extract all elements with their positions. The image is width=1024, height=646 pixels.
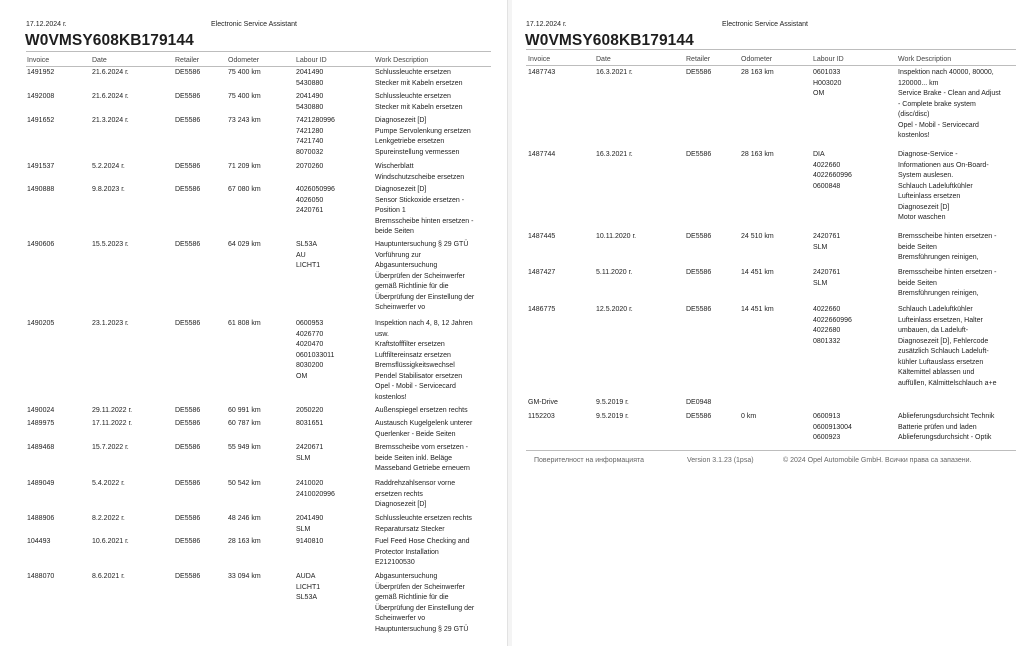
work-description-line: Inspektion nach 4, 8, 12 Jahren <box>375 320 473 327</box>
work-description-line: Schlauch Ladeluftkühler <box>898 306 973 313</box>
work-description-line: Bremsscheibe vorn ersetzen - <box>375 444 468 451</box>
date-cell: 10.11.2020 г. <box>596 233 637 240</box>
labour-id-cell <box>296 116 335 158</box>
odometer-cell: 73 243 km <box>228 117 261 124</box>
invoice-cell: 1487445 <box>528 233 556 240</box>
service-report-page-2 <box>512 0 1024 646</box>
odometer-cell: 33 094 km <box>228 573 261 580</box>
invoice-cell: 1490606 <box>27 241 55 248</box>
date-cell: 21.6.2024 г. <box>92 69 129 76</box>
work-description-line: Batterie prüfen und laden <box>898 423 977 431</box>
work-description-line: Diagnosezeit [D] <box>375 117 427 124</box>
date-cell: 15.5.2023 г. <box>92 241 129 248</box>
invoice-cell: 1488906 <box>27 515 55 522</box>
retailer-cell: DE5586 <box>686 413 712 420</box>
work-description-line: Diagnosezeit [D] <box>898 203 950 211</box>
privacy-link[interactable]: Поверителност на информацията <box>534 457 645 464</box>
work-description-line: Lenkgetriebe ersetzen <box>375 138 445 145</box>
work-description-cell <box>375 572 474 635</box>
labour-id-line: 7421280 <box>296 127 324 135</box>
work-description-line: Stecker mit Kabeln ersetzen <box>375 79 463 87</box>
labour-id-line: 8031651 <box>296 420 324 427</box>
column-header-labour-id: Labour ID <box>813 56 844 63</box>
retailer-cell: DE5586 <box>686 233 712 240</box>
work-description-line: kostenlos! <box>375 393 407 401</box>
work-description-line: Ablieferungsdurchsicht Technik <box>898 413 995 420</box>
odometer-cell: 60 991 km <box>228 407 261 414</box>
labour-id-line: 4022680 <box>813 327 841 334</box>
date-cell: 10.6.2021 г. <box>92 538 129 545</box>
odometer-cell: 64 029 km <box>228 241 261 248</box>
work-description-line: System auslesen. <box>898 172 954 179</box>
invoice-cell: 1487744 <box>528 151 556 158</box>
labour-id-line: 0601033 <box>813 69 841 76</box>
work-description-cell <box>375 162 464 183</box>
date-cell: 5.2.2024 г. <box>92 163 125 170</box>
work-description-line: Sensor Stickoxide ersetzen - <box>375 196 465 204</box>
labour-id-line: 4020470 <box>296 341 324 348</box>
date-cell: 17.11.2022 г. <box>92 420 133 427</box>
date-cell: 8.2.2022 г. <box>92 515 125 522</box>
column-header-work-description: Work Description <box>898 56 952 63</box>
labour-id-cell <box>813 305 852 347</box>
invoice-cell: 1489975 <box>27 420 55 427</box>
labour-id-line: 2420761 <box>813 269 841 276</box>
work-description-line: zusätzlich Schlauch Ladeluft- <box>898 348 989 355</box>
work-description-cell <box>898 305 997 389</box>
labour-id-cell <box>813 232 840 253</box>
labour-id-line: SLM <box>813 279 828 287</box>
column-header-invoice: Invoice <box>528 56 551 63</box>
labour-id-line: OM <box>813 90 825 97</box>
labour-id-cell <box>813 412 852 444</box>
work-description-line: beide Seiten <box>898 243 937 251</box>
labour-id-line: 0600953 <box>296 320 324 327</box>
labour-id-cell <box>296 479 335 500</box>
labour-id-cell <box>813 68 841 100</box>
labour-id-cell <box>296 406 323 417</box>
labour-id-cell <box>813 268 840 289</box>
retailer-cell: DE5586 <box>686 269 712 276</box>
work-description-line: beide Seiten <box>898 279 937 287</box>
labour-id-line: 2410020996 <box>296 490 335 498</box>
invoice-cell: 1488070 <box>27 573 55 580</box>
labour-id-cell <box>296 514 323 535</box>
work-description-line: Windschutzscheibe ersetzen <box>375 173 465 181</box>
invoice-cell: 1487743 <box>528 69 556 76</box>
work-description-cell <box>375 537 470 569</box>
odometer-cell: 28 163 km <box>228 538 261 545</box>
labour-id-line: 0601033011 <box>296 351 335 359</box>
odometer-cell: 71 209 km <box>228 163 261 170</box>
work-description-line: Schlauch Ladeluftkühler <box>898 182 973 190</box>
work-description-cell <box>375 479 455 511</box>
labour-id-line: AUDA <box>296 573 316 580</box>
odometer-cell: 55 949 km <box>228 444 261 451</box>
work-description-line: beide Seiten <box>375 228 414 235</box>
odometer-cell: 75 400 km <box>228 93 261 100</box>
work-description-line: (disc/disc) <box>898 111 930 118</box>
invoice-cell: 1489468 <box>27 444 55 451</box>
retailer-cell: DE5586 <box>175 69 201 76</box>
report-date: 17.12.2024 г. <box>26 21 67 28</box>
work-description-cell <box>375 240 474 314</box>
work-description-line: Abgasuntersuchung <box>375 262 438 269</box>
labour-id-line: SLM <box>296 525 311 533</box>
work-description-line: Querlenker - Beide Seiten <box>375 430 456 438</box>
work-description-line: Motor waschen <box>898 214 946 221</box>
column-header-rule <box>526 65 1016 66</box>
work-description-line: Lufteinlass ersetzen <box>898 193 961 200</box>
date-cell: 16.3.2021 г. <box>596 151 633 158</box>
work-description-line: Inspektion nach 40000, 80000, <box>898 69 994 76</box>
retailer-cell: DE5586 <box>686 151 712 158</box>
work-description-line: Raddrehzahlsensor vorne <box>375 480 456 487</box>
work-description-cell <box>375 319 473 403</box>
work-description-line: 120000... km <box>898 79 939 87</box>
work-description-line: Bremsflüssigkeitswechsel <box>375 362 455 369</box>
work-description-line: Fuel Feed Hose Checking and <box>375 538 470 545</box>
work-description-line: Überprüfung der Einstellung der <box>375 293 475 301</box>
column-header-invoice: Invoice <box>27 57 50 64</box>
date-cell: 8.6.2021 г. <box>92 573 125 580</box>
odometer-cell: 14 451 km <box>741 269 774 276</box>
labour-id-cell <box>296 572 320 604</box>
retailer-cell: DE5586 <box>175 241 201 248</box>
invoice-cell: GM-Drive <box>528 399 558 406</box>
column-header-date: Date <box>92 57 107 64</box>
work-description-line: Austausch Kugelgelenk unterer <box>375 420 473 427</box>
work-description-line: Pendel Stabilisator ersetzen <box>375 372 463 380</box>
work-description-line: Position 1 <box>375 207 406 214</box>
date-cell: 15.7.2022 г. <box>92 444 129 451</box>
retailer-cell: DE5586 <box>175 480 201 487</box>
work-description-line: Luftfiltereinsatz ersetzen <box>375 351 451 359</box>
copyright-notice: © 2024 Opel Automobile GmbH. Всички права са запазени. <box>783 457 972 464</box>
labour-id-line: 4022660996 <box>813 172 852 179</box>
labour-id-cell <box>296 162 323 173</box>
date-cell: 5.11.2020 г. <box>596 269 633 276</box>
work-description-line: Spureinstellung vermessen <box>375 148 460 156</box>
work-description-line: Außenspiegel ersetzen rechts <box>375 407 468 414</box>
work-description-line: Lufteinlass ersetzen, Halter <box>898 316 983 324</box>
date-cell: 29.11.2022 г. <box>92 407 133 414</box>
labour-id-line: AU <box>296 251 306 259</box>
retailer-cell: DE5586 <box>175 320 201 327</box>
work-description-line: Schlussleuchte ersetzen <box>375 93 451 100</box>
invoice-cell: 1490205 <box>27 320 55 327</box>
work-description-cell <box>375 406 468 417</box>
work-description-line: Informationen aus On-Board- <box>898 161 989 169</box>
work-description-line: Diagnosezeit [D] <box>375 186 427 193</box>
labour-id-line: 2420761 <box>296 207 324 214</box>
odometer-cell: 28 163 km <box>741 69 774 76</box>
app-version: Version 3.1.23 (1psa) <box>687 457 754 464</box>
work-description-line: Opel - Mobil - Servicecard <box>898 121 979 129</box>
labour-id-cell <box>296 68 323 89</box>
service-report-page-1 <box>0 0 508 646</box>
work-description-cell <box>375 92 463 113</box>
retailer-cell: DE5586 <box>175 407 201 414</box>
column-header-date: Date <box>596 56 611 63</box>
date-cell: 9.8.2023 г. <box>92 186 125 193</box>
labour-id-line: LICHT1 <box>296 583 321 591</box>
date-cell: 5.4.2022 г. <box>92 480 125 487</box>
work-description-line: Pumpe Servolenkung ersetzen <box>375 127 471 135</box>
work-description-line: Wischerblatt <box>375 163 414 170</box>
column-header-work-description: Work Description <box>375 57 429 64</box>
labour-id-line: 2070260 <box>296 163 324 170</box>
invoice-cell: 104493 <box>27 538 51 545</box>
work-description-line: Bremsscheibe hinten ersetzen - <box>898 233 997 240</box>
work-description-line: gemäß Richtlinie für die <box>375 283 449 290</box>
work-description-line: Überprüfung der Einstellung der <box>375 604 475 612</box>
retailer-cell: DE5586 <box>175 420 201 427</box>
labour-id-line: DIA <box>813 151 825 158</box>
work-description-line: Überprüfen der Scheinwerfer <box>375 272 465 280</box>
work-description-line: Abgasuntersuchung <box>375 573 438 580</box>
labour-id-cell <box>296 537 323 548</box>
labour-id-line: 4022660 <box>813 161 841 169</box>
labour-id-line: 0801332 <box>813 337 841 345</box>
work-description-line: Service Brake - Clean and Adjust <box>898 90 1001 97</box>
labour-id-line: 2050220 <box>296 407 324 414</box>
labour-id-line: H003020 <box>813 79 842 87</box>
labour-id-line: 0600923 <box>813 434 841 441</box>
work-description-line: Bremsführungen reinigen, <box>898 254 979 261</box>
odometer-cell: 60 787 km <box>228 420 261 427</box>
work-description-line: Scheinwerfer vo <box>375 615 426 622</box>
vehicle-vin: W0VMSY608KB179144 <box>25 32 194 49</box>
labour-id-line: 7421280996 <box>296 117 335 124</box>
work-description-cell <box>375 68 463 89</box>
work-description-cell <box>375 185 473 238</box>
labour-id-cell <box>296 419 323 430</box>
work-description-line: Vorführung zur <box>375 251 421 259</box>
date-cell: 21.3.2024 г. <box>92 117 129 124</box>
invoice-cell: 1490024 <box>27 407 55 414</box>
retailer-cell: DE5586 <box>686 69 712 76</box>
work-description-line: Opel - Mobil - Servicecard <box>375 383 456 390</box>
work-description-cell <box>375 443 470 475</box>
odometer-cell: 0 km <box>741 413 757 420</box>
retailer-cell: DE5586 <box>175 515 201 522</box>
retailer-cell: DE5586 <box>175 186 201 193</box>
header-rule <box>526 49 1016 50</box>
labour-id-cell <box>296 240 320 272</box>
work-description-line: Ablieferungsdurchsicht - Optik <box>898 434 992 441</box>
labour-id-line: 2420671 <box>296 444 324 451</box>
work-description-cell <box>898 412 994 444</box>
work-description-line: Reparatursatz Stecker <box>375 525 445 533</box>
odometer-cell: 14 451 km <box>741 306 774 313</box>
invoice-cell: 1491652 <box>27 117 55 124</box>
labour-id-cell <box>296 319 334 382</box>
retailer-cell: DE5586 <box>175 93 201 100</box>
labour-id-line: 4026770 <box>296 330 324 338</box>
column-header-odometer: Odometer <box>741 56 773 63</box>
report-title: Electronic Service Assistant <box>211 21 297 28</box>
header-rule <box>26 51 491 52</box>
report-title: Electronic Service Assistant <box>722 21 808 28</box>
column-header-rule <box>26 66 491 67</box>
retailer-cell: DE5586 <box>175 117 201 124</box>
labour-id-line: 0600913004 <box>813 423 852 431</box>
labour-id-line: 2420761 <box>813 233 841 240</box>
retailer-cell: DE5586 <box>175 538 201 545</box>
retailer-cell: DE0948 <box>686 399 712 406</box>
labour-id-line: 2410020 <box>296 480 324 487</box>
labour-id-line: 4022660996 <box>813 316 852 324</box>
labour-id-line: 4026050996 <box>296 186 335 193</box>
odometer-cell: 50 542 km <box>228 480 261 487</box>
work-description-cell <box>375 514 472 535</box>
work-description-line: Scheinwerfer vo <box>375 304 426 311</box>
footer-rule <box>526 450 1016 451</box>
odometer-cell: 67 080 km <box>228 186 261 193</box>
work-description-cell <box>375 116 471 158</box>
labour-id-line: 2041490 <box>296 515 324 522</box>
work-description-line: Diagnose-Service - <box>898 151 958 158</box>
invoice-cell: 1491537 <box>27 163 55 170</box>
labour-id-line: 8030200 <box>296 362 324 369</box>
labour-id-line: 2041490 <box>296 69 324 76</box>
invoice-cell: 1489049 <box>27 480 55 487</box>
work-description-line: umbauen, da Ladeluft- <box>898 327 969 334</box>
work-description-line: Stecker mit Kabeln ersetzen <box>375 103 463 111</box>
work-description-line: Bremsführungen reinigen, <box>898 290 979 297</box>
invoice-cell: 1490888 <box>27 186 55 193</box>
invoice-cell: 1487427 <box>528 269 556 276</box>
labour-id-cell <box>296 185 335 217</box>
work-description-cell <box>375 419 472 440</box>
work-description-line: Bremsscheibe hinten ersetzen - <box>375 217 474 225</box>
odometer-cell: 75 400 km <box>228 69 261 76</box>
date-cell: 16.3.2021 г. <box>596 69 633 76</box>
work-description-line: ersetzen rechts <box>375 490 423 498</box>
labour-id-line: 2041490 <box>296 93 324 100</box>
retailer-cell: DE5586 <box>175 444 201 451</box>
work-description-line: Diagnosezeit [D] <box>375 501 427 508</box>
date-cell: 12.5.2020 г. <box>596 306 633 313</box>
odometer-cell: 28 163 km <box>741 151 774 158</box>
work-description-line: Kältemittel ablassen und <box>898 369 975 376</box>
labour-id-cell <box>813 150 852 192</box>
labour-id-cell <box>296 92 323 113</box>
work-description-line: gemäß Richtlinie für die <box>375 594 449 601</box>
labour-id-line: 0600913 <box>813 413 841 420</box>
labour-id-line: 0600848 <box>813 182 841 190</box>
labour-id-line: 4026050 <box>296 196 324 204</box>
date-cell: 9.5.2019 г. <box>596 399 629 406</box>
labour-id-line: SLM <box>296 454 311 462</box>
date-cell: 9.5.2019 г. <box>596 413 629 420</box>
work-description-line: Hauptuntersuchung § 29 GTÜ <box>375 625 469 633</box>
column-header-labour-id: Labour ID <box>296 57 327 64</box>
work-description-line: - Complete brake system <box>898 100 976 108</box>
work-description-line: Schlussleuchte ersetzen <box>375 69 451 76</box>
labour-id-line: SL53A <box>296 241 318 248</box>
labour-id-line: OM <box>296 372 308 380</box>
work-description-line: E212100530 <box>375 559 415 566</box>
work-description-line: Hauptuntersuchung § 29 GTÜ <box>375 241 469 248</box>
work-description-line: beide Seiten inkl. Beläge <box>375 454 453 462</box>
labour-id-line: 8070032 <box>296 148 324 156</box>
retailer-cell: DE5586 <box>175 163 201 170</box>
labour-id-line: SL53A <box>296 594 318 601</box>
labour-id-line: 9140810 <box>296 538 324 545</box>
work-description-cell <box>898 232 996 264</box>
invoice-cell: 1491952 <box>27 69 55 76</box>
invoice-cell: 1486775 <box>528 306 556 313</box>
work-description-line: auffüllen, Kälmittelschlauch a+e <box>898 379 997 387</box>
work-description-line: Masseband Getriebe erneuern <box>375 465 470 472</box>
retailer-cell: DE5586 <box>686 306 712 313</box>
work-description-line: usw. <box>375 330 390 338</box>
labour-id-line: SLM <box>813 243 828 251</box>
odometer-cell: 24 510 km <box>741 233 774 240</box>
report-date: 17.12.2024 г. <box>526 21 567 28</box>
labour-id-line: 4022660 <box>813 306 841 313</box>
work-description-cell <box>898 150 989 224</box>
column-header-retailer: Retailer <box>686 56 711 63</box>
date-cell: 21.6.2024 г. <box>92 93 129 100</box>
work-description-line: Diagnosezeit [D], Fehlercode <box>898 337 989 345</box>
odometer-cell: 48 246 km <box>228 515 261 522</box>
work-description-line: Kraftstofffilter ersetzen <box>375 341 445 348</box>
invoice-cell: 1492008 <box>27 93 55 100</box>
column-header-retailer: Retailer <box>175 57 200 64</box>
date-cell: 23.1.2023 г. <box>92 320 129 327</box>
labour-id-line: 5430880 <box>296 103 324 111</box>
odometer-cell: 61 808 km <box>228 320 261 327</box>
work-description-line: Bremsscheibe hinten ersetzen - <box>898 269 997 276</box>
work-description-line: Schlussleuchte ersetzen rechts <box>375 515 472 522</box>
work-description-cell <box>898 268 996 300</box>
work-description-line: kühler Luftauslass ersetzen <box>898 358 984 366</box>
work-description-cell <box>898 68 1001 142</box>
labour-id-line: 5430880 <box>296 79 324 87</box>
labour-id-line: 7421740 <box>296 138 324 145</box>
column-header-odometer: Odometer <box>228 57 260 64</box>
work-description-line: Überprüfen der Scheinwerfer <box>375 583 465 591</box>
invoice-cell: 1152203 <box>528 413 555 420</box>
labour-id-cell <box>296 443 323 464</box>
vehicle-vin: W0VMSY608KB179144 <box>525 32 694 49</box>
labour-id-line: LICHT1 <box>296 262 321 269</box>
work-description-line: kostenlos! <box>898 132 930 139</box>
work-description-line: Protector Installation <box>375 548 439 556</box>
retailer-cell: DE5586 <box>175 573 201 580</box>
